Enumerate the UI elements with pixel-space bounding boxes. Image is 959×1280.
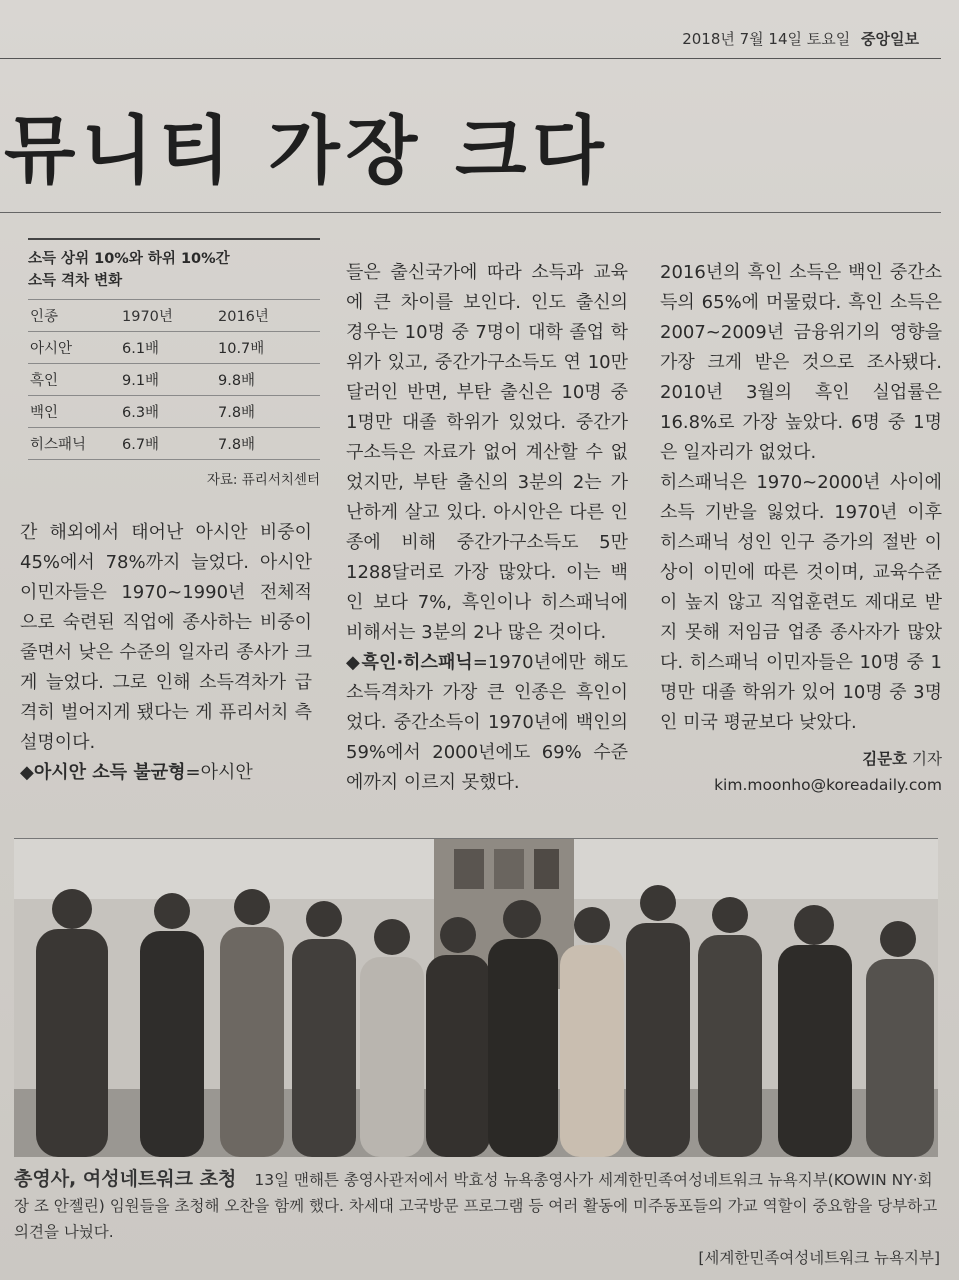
- data-table: [28, 299, 320, 460]
- top-rule: [0, 58, 941, 59]
- table-row: [28, 331, 320, 363]
- reporter-line: [660, 746, 942, 772]
- headline-rule: [0, 212, 941, 213]
- table-cell: 히스패닉: [28, 427, 120, 459]
- table-cell: 7.8배: [216, 395, 320, 427]
- reporter-title: 기자: [907, 750, 942, 768]
- group-photo: [14, 838, 938, 1157]
- header-cell: 인종: [28, 299, 120, 331]
- headline: 뮤니티 가장 크다: [4, 108, 610, 194]
- subhead-paragraph: [20, 758, 312, 788]
- paragraph: 히스패닉은 1970~2000년 사이에 소득 기반을 잃었다. 1970년 이후 히스패닉 성인 인구 증가의 절반 이상이 이민에 따른 것이며, 교육수준이 높지 않고 직업훈련도 제대로 받지 못해 저임금 업종 종사자가 많았다. 히스패닉 이민자들은 10명 중 1명만 대졸 학위가 있어 10명 중 3명인 미국 평균보다 낮았다.: [660, 472, 942, 733]
- paragraph: 간 해외에서 태어난 아시안 비중이 45%에서 78%까지 늘었다. 아시안 이민자들은 1970~1990년 전체적으로 숙련된 직업에 종사하는 비중이 줄면서 낮은 수준의 일자리 종사가 크게 늘었다. 그로 인해 소득격차가 급격히 벌어지게 됐다는 게 퓨리서치 측 설명이다.: [20, 522, 312, 753]
- reporter-name: 김문호: [862, 750, 908, 768]
- paragraph: 들은 출신국가에 따라 소득과 교육에 큰 차이를 보인다. 인도 출신의 경우는 10명 중 7명이 대학 졸업 학위가 있고, 중간가구소득도 연 10만 달러인 반면, 부탄 출신은 10명 중 1명만 대졸 학위가 있었다. 중간가구소득은 자료가 없어 계산할 수 없었지만, 부탄 출신의 3분의 2는 가난하게 살고 있다. 아시안은 다른 인종에 비해 중간가구소득도 5만1288달러로 가장 많았다. 이는 백인 보다 7%, 흑인이나 히스패닉에 비해서는 3분의 2나 많은 것이다.: [346, 262, 628, 643]
- article-column-2: [346, 258, 628, 798]
- header-cell: 1970년: [120, 299, 216, 331]
- subhead: ◆아시안 소득 불균형: [20, 762, 186, 783]
- show-through-ghost: [610, 105, 684, 206]
- caption-title: 총영사, 여성네트워크 초청: [14, 1168, 237, 1190]
- issue-date: 2018년 7월 14일 토요일: [682, 30, 851, 48]
- table-cell: 7.8배: [216, 427, 320, 459]
- table-row: [28, 427, 320, 459]
- paragraph: 2016년의 흑인 소득은 백인 중간소득의 65%에 머물렀다. 흑인 소득은 2007~2009년 금융위기의 영향을 가장 크게 받은 것으로 조사됐다. 2010년 3월의 흑인 실업률은 16.8%로 가장 높았다. 6명 중 1명은 일자리가 없었다.: [660, 262, 942, 463]
- article-column-1: [20, 518, 312, 788]
- group-photo-illustration: [14, 839, 938, 1157]
- table-title-line1: 소득 상위 10%와 하위 10%간: [28, 251, 230, 267]
- subhead-text: =1970년에만 해도 소득격차가 가장 큰 인종은 흑인이었다. 중간소득이 1970년에 백인의 59%에서 2000년에도 69% 수준에까지 이르지 못했다.: [346, 652, 628, 793]
- paper-logo: 중앙일보: [861, 30, 919, 48]
- subhead: ◆흑인·히스패닉: [346, 652, 473, 673]
- table-cell: 6.1배: [120, 331, 216, 363]
- table-row: [28, 395, 320, 427]
- table-row: [28, 363, 320, 395]
- table-cell: 흑인: [28, 363, 120, 395]
- masthead: [682, 28, 919, 49]
- table-cell: 백인: [28, 395, 120, 427]
- reporter-email: kim.moonho@koreadaily.com: [714, 776, 942, 794]
- income-gap-table: [28, 238, 320, 488]
- table-cell: 10.7배: [216, 331, 320, 363]
- table-cell: 6.7배: [120, 427, 216, 459]
- article-column-3: [660, 258, 942, 798]
- byline: [660, 746, 942, 798]
- subhead-text: =아시안: [185, 762, 253, 783]
- table-title-line2: 소득 격차 변화: [28, 273, 123, 290]
- header-cell: 2016년: [216, 299, 320, 331]
- table-cell: 9.8배: [216, 363, 320, 395]
- table-cell: 9.1배: [120, 363, 216, 395]
- subhead-paragraph: [346, 648, 628, 798]
- table-title: [28, 238, 320, 293]
- table-source: 자료: 퓨리서치센터: [206, 471, 320, 488]
- caption-text: 13일 맨해튼 총영사관저에서 박효성 뉴욕총영사가 세계한민족여성네트워크 뉴욕지부(KOWIN NY·회장 조 안젤린) 임원들을 초청해 오찬을 함께 했다. 차세대 고국방문 프로그램 등 여러 활동에 미주동포들의 가교 역할이 중요함을 당부하고 의견을 나눴다.: [14, 1171, 938, 1241]
- table-cell: 6.3배: [120, 395, 216, 427]
- table-cell: 아시안: [28, 331, 120, 363]
- photo-caption: [14, 1166, 940, 1271]
- table-header-row: [28, 299, 320, 331]
- photo-credit: [세계한민족여성네트워크 뉴욕지부]: [698, 1249, 940, 1267]
